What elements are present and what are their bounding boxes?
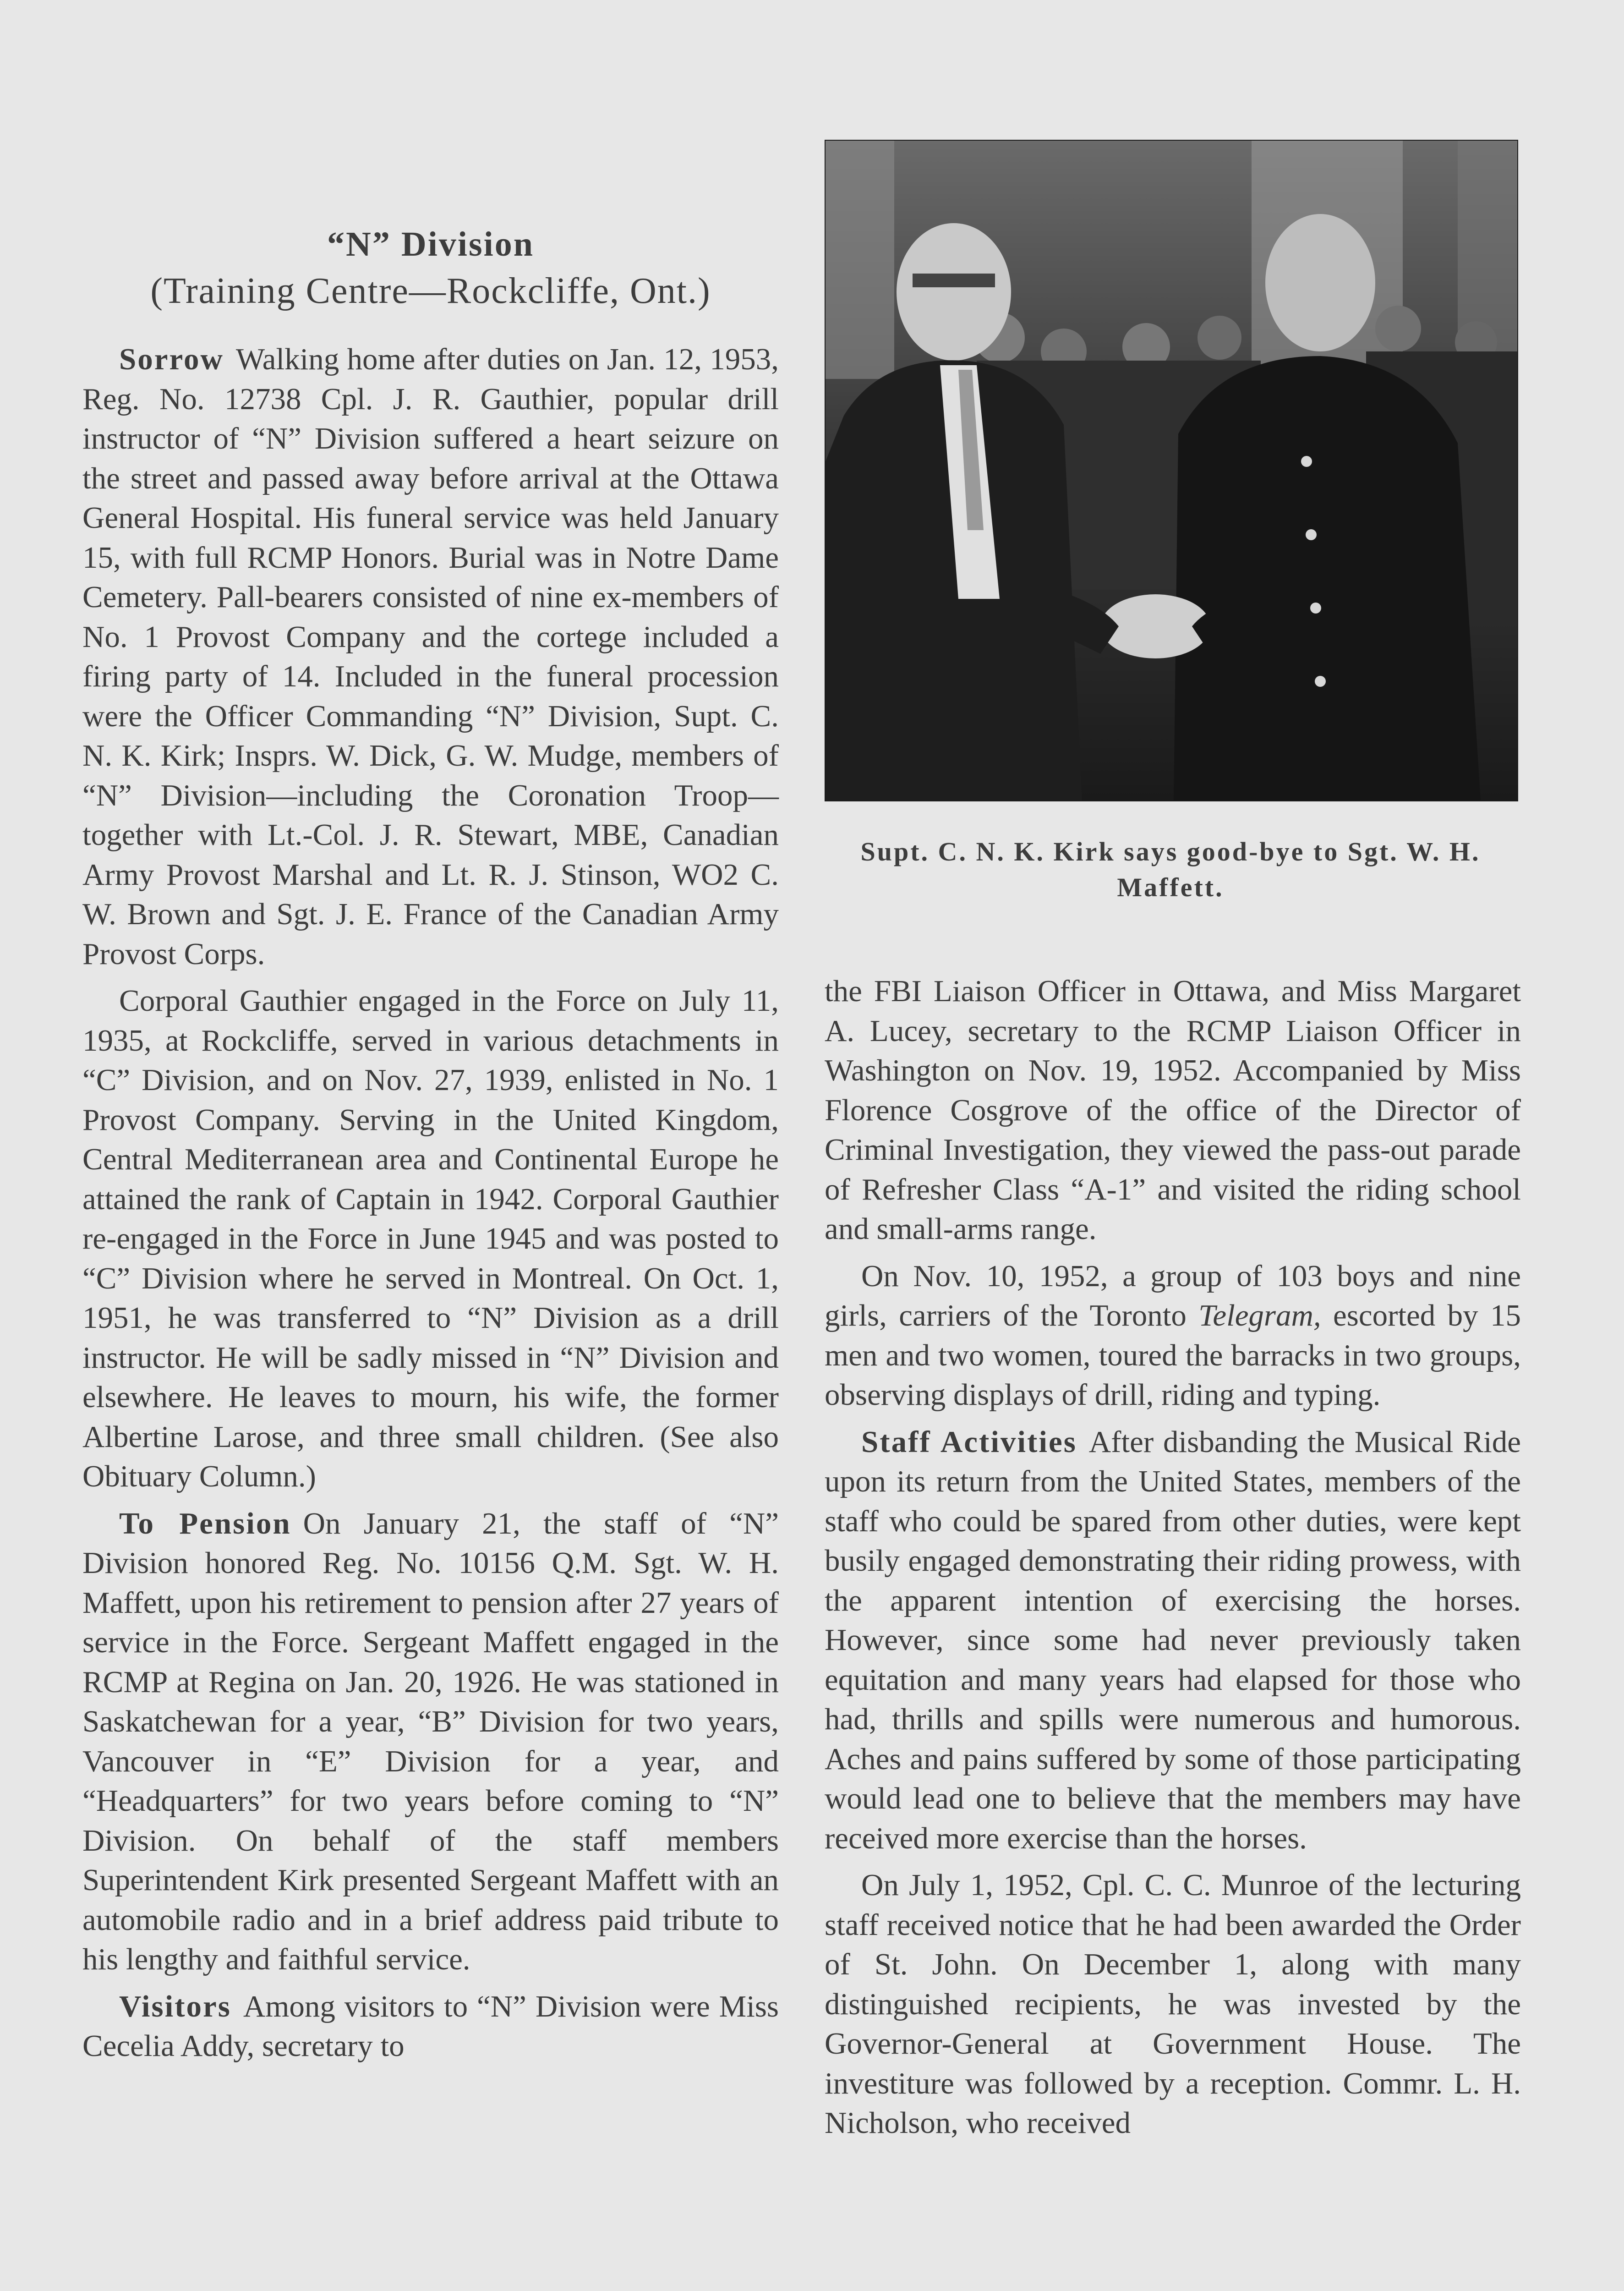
text-telegram: Telegram, (1198, 1299, 1321, 1332)
right-column (825, 971, 1521, 2150)
photo-illustration (826, 141, 1517, 800)
left-column (82, 225, 779, 2073)
text-visitors: Among visitors to “N” Division were Miss Cecelia Addy, secretary to (82, 1989, 779, 2063)
text-visitors-continued: the FBI Liaison Officer in Ottawa, and Miss Margaret A. Lucey, secretary to the RCMP Liaison Officer in Washington on Nov. 19, 1952. Accompanied by Miss Florence Cosgrove of the office of the Director of Criminal Investigation, they viewed the pass-out parade of Refresher Class “A-1” and visited the riding school and small-arms range. (825, 974, 1521, 1246)
paragraph-visitors (82, 1987, 779, 2066)
paragraph-visitors-continued (825, 971, 1521, 1249)
lead-staff-activities: Staff Activities (861, 1425, 1077, 1459)
section-title: “N” Division (327, 225, 534, 263)
photo-caption: Supt. C. N. K. Kirk says good-bye to Sgt. W. H. Maffett. (860, 837, 1481, 902)
text-carriers-after: escorted by 15 men and two women, toured the barracks in two groups, observing displays of drill, riding and typing. (825, 1299, 1521, 1412)
lead-pension: To Pension (119, 1506, 291, 1540)
text-staff-activities: After disbanding the Musical Ride upon its return from the United States, members of the staff who could be spared from other duties, were kept busily engaged demonstrating their riding prowess, with the apparent intention of exercising the horses. However, since some had never previously taken equitation and many years had elapsed for those who had, thrills and spills were numerous and humorous. Aches and pains suffered by some of those participating would lead one to believe that the members may have received more exercise than the horses. (825, 1425, 1521, 1855)
text-pension: On January 21, the staff of “N” Division honored Reg. No. 10156 Q.M. Sgt. W. H. Maffett, upon his retirement to pension after 27 years of service in the Force. Sergeant Maffett engaged in the RCMP at Regina on Jan. 20, 1926. He was stationed in Saskatchewan for a year, “B” Division for two years, Vancouver in “E” Division for a year, and “Headquarters” for two years before coming to “N” Division. On behalf of the staff members Superintendent Kirk presented Sergeant Maffett with an automobile radio and in a brief address paid tribute to his lengthy and faithful service. (82, 1506, 779, 1977)
lead-visitors: Visitors (119, 1989, 231, 2023)
text-gauthier: Corporal Gauthier engaged in the Force on July 11, 1935, at Rockcliffe, served in various detachments in “C” Division, and on Nov. 27, 1939, enlisted in No. 1 Provost Company. Serving in the United Kingdom, Central Mediterranean area and Continental Europe he attained the rank of Captain in 1942. Corporal Gauthier re-engaged in the Force in June 1945 and was posted to “C” Division where he served in Montreal. On Oct. 1, 1951, he was transferred to “N” Division as a drill instructor. He will be sadly missed in “N” Division and elsewhere. He leaves to mourn, his wife, the former Albertine Larose, and three small children. (See also Obituary Column.) (82, 984, 779, 1494)
paragraph-carriers (825, 1256, 1521, 1415)
text-munroe: On July 1, 1952, Cpl. C. C. Munroe of the lecturing staff received notice that he had been awarded the Order of St. John. On December 1, along with many distinguished recipients, he was invested by the Governor-General at Government House. The investiture was followed by a reception. Commr. L. H. Nicholson, who received (825, 1868, 1521, 2140)
text-carriers-before: On Nov. 10, 1952, a group of 103 boys and nine girls, carriers of the Toronto (825, 1259, 1521, 1332)
paragraph-gauthier (82, 981, 779, 1496)
handshake-photo (825, 140, 1518, 801)
paragraph-sorrow (82, 340, 779, 974)
lead-sorrow: Sorrow (119, 342, 224, 377)
paragraph-pension (82, 1504, 779, 1979)
paragraph-staff-activities (825, 1422, 1521, 1858)
text-sorrow: Walking home after duties on Jan. 12, 1953, Reg. No. 12738 Cpl. J. R. Gauthier, popular drill instructor of “N” Division suffered a heart seizure on the street and passed away before arrival at the Ottawa General Hospital. His funeral service was held January 15, with full RCMP Honors. Burial was in Notre Dame Cemetery. Pall-bearers consisted of nine ex-members of No. 1 Provost Company and the cortege included a firing party of 14. Included in the funeral procession were the Officer Commanding “N” Division, Supt. C. N. K. Kirk; Insprs. W. Dick, G. W. Mudge, members of “N” Division—including the Coronation Troop—together with Lt.-Col. J. R. Stewart, MBE, Canadian Army Provost Marshal and Lt. R. J. Stinson, WO2 C. W. Brown and Sgt. J. E. France of the Canadian Army Provost Corps. (82, 342, 779, 971)
paragraph-munroe (825, 1865, 1521, 2143)
section-subtitle: (Training Centre—Rockcliffe, Ont.) (150, 271, 711, 312)
